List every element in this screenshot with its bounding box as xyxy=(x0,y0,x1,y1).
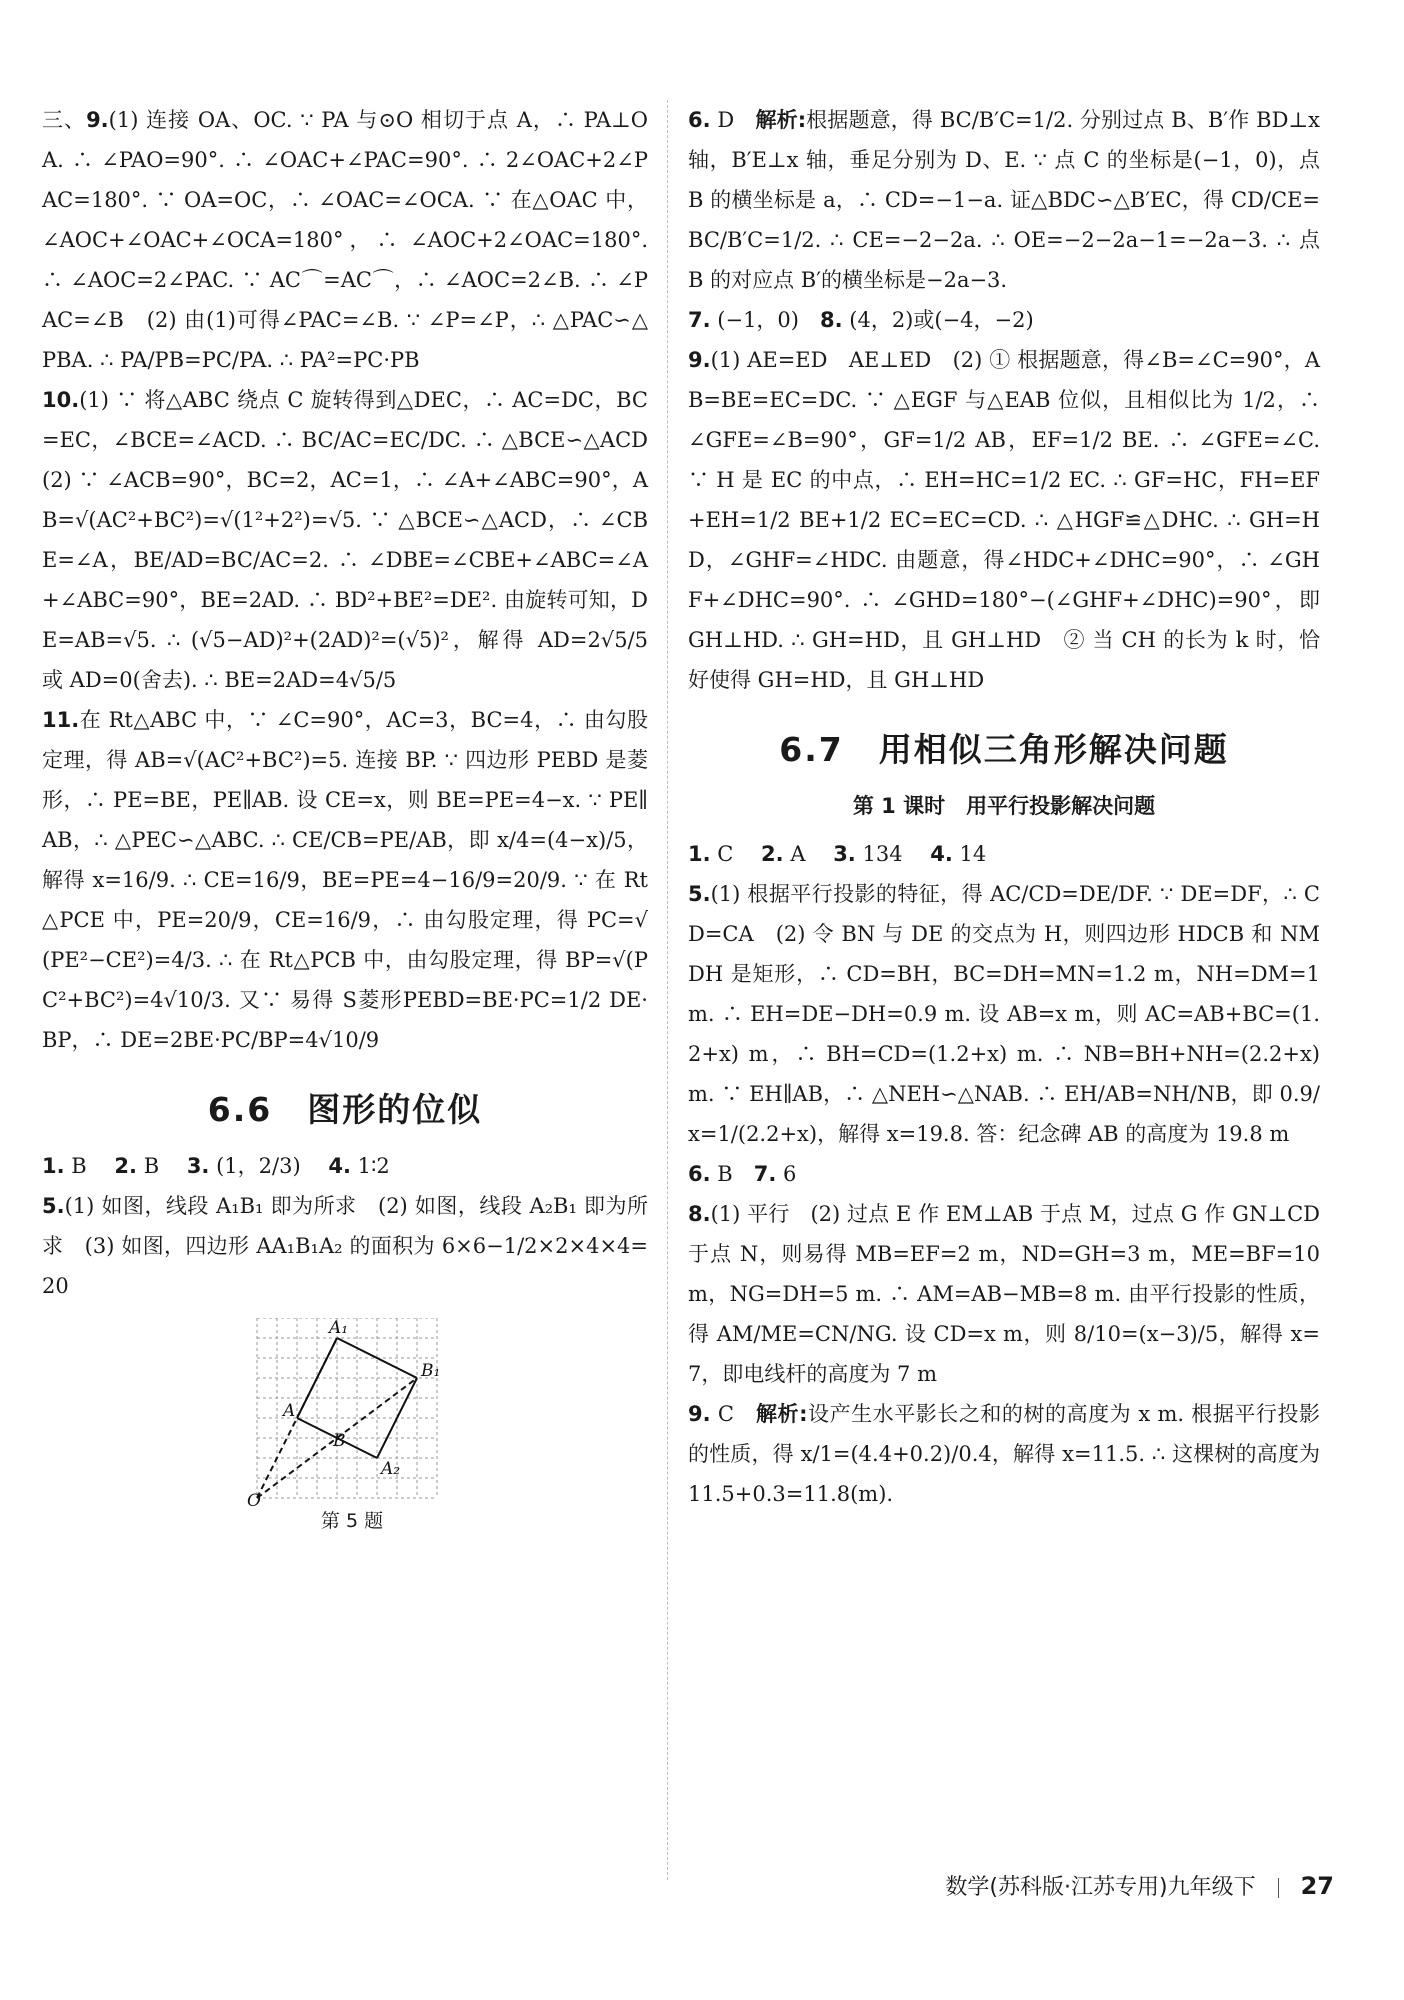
answer-text: (1) 平行 (2) 过点 E 作 EM⊥AB 于点 M，过点 G 作 GN⊥CD 于点 N，则易得 MB=EF=2 m，ND=GH=3 m，ME=BF=10 m，NG=DH=5 m. ∴ AM=AB−MB=8 m. 由平行投影的性质，得 AM/ME=CN/NG. 设 CD=x m，则 8/10=(x−3)/5，解得 x=7，即电线杆的高度为 7 m xyxy=(688,1202,1320,1386)
answer-text: (1) AE=ED AE⊥ED (2) ① 根据题意，得∠B=∠C=90°，AB=BE=EC=DC. ∵ △EGF 与△EAB 位似，且相似比为 1/2，∴ ∠GFE=∠B=90°，GF=1/2 AB，EF=1/2 BE. ∴ ∠GFE=∠C. ∵ H 是 EC 的中点，∴ EH=HC=1/2 EC. ∴ GF=HC，FH=EF+EH=1/2 BE+1/2 EC=EC=CD. ∴ △HGF≌△DHC. ∴ GH=HD，∠GHF=∠HDC. 由题意，得∠HDC+∠DHC=90°，∴ ∠GHF+∠DHC=90°. ∴ ∠GHD=180°−(∠GHF+∠DHC)=90°，即 GH⊥HD. ∴ GH=HD，且 GH⊥HD ② 当 CH 的长为 k 时，恰好使得 GH=HD，且 GH⊥HD xyxy=(688,348,1320,692)
section-title-6-6: 6.6 图形的位似 xyxy=(207,1090,483,1129)
grid-diagram xyxy=(247,1318,447,1508)
answer-9-right-b: 9. C 解析:设产生水平影长之和的树的高度为 x m. 根据平行投影的性质，得 x/1=(4.4+0.2)/0.4，解得 x=11.5. ∴ 这棵树的高度为 11.5+0.3=11.8(m). xyxy=(688,1402,1321,1506)
page-footer xyxy=(945,1870,1334,1901)
answer-9: 三、9.(1) 连接 OA、OC. ∵ PA 与⊙O 相切于点 A，∴ PA⊥OA. ∴ ∠PAO=90°. ∴ ∠OAC+∠PAC=90°. ∴ 2∠OAC+2∠PAC=180°. ∵ OA=OC，∴ ∠OAC=∠OCA. ∵ 在△OAC 中，∠AOC+∠OAC+∠OCA=180°，∴ ∠AOC+2∠OAC=180°. ∴ ∠AOC=2∠PAC. ∵ AC⌒=AC⌒，∴ ∠AOC=2∠B. ∴ ∠PAC=∠B (2) 由(1)可得∠PAC=∠B. ∵ ∠P=∠P，∴ △PAC∽△PBA. ∴ PA/PB=PC/PA. ∴ PA²=PC·PB xyxy=(42,108,649,372)
label-O: O xyxy=(247,1491,261,1508)
answer-5-right: 5.(1) 根据平行投影的特征，得 AC/CD=DE/DF. ∵ DE=DF，∴ CD=CA (2) 令 BN 与 DE 的交点为 H，则四边形 HDCB 和 NMDH 是矩形，∴ CD=BH，BC=DH=MN=1.2 m，NH=DM=1 m. ∴ EH=DE−DH=0.9 m. 设 AB=x m，则 AC=AB+BC=(1.2+x) m，∴ BH=CD=(1.2+x) m. ∴ NB=BH+NH=(2.2+x) m. ∵ EH∥AB，∴ △NEH∽△NAB. ∴ EH/AB=NH/NB，即 0.9/x=1/(2.2+x)，解得 x=19.8. 答：纪念碑 AB 的高度为 19.8 m xyxy=(688,882,1320,1146)
answer-text: (1) 根据平行投影的特征，得 AC/CD=DE/DF. ∵ DE=DF，∴ CD=CA (2) 令 BN 与 DE 的交点为 H，则四边形 HDCB 和 NMDH 是矩形，∴ CD=BH，BC=DH=MN=1.2 m，NH=DM=1 m. ∴ EH=DE−DH=0.9 m. 设 AB=x m，则 AC=AB+BC=(1.2+x) m，∴ BH=CD=(1.2+x) m. ∴ NB=BH+NH=(2.2+x) m. ∵ EH∥AB，∴ △NEH∽△NAB. ∴ EH/AB=NH/NB，即 0.9/x=1/(2.2+x)，解得 x=19.8. 答：纪念碑 AB 的高度为 19.8 m xyxy=(688,882,1320,1146)
answer-8-right: 8.(1) 平行 (2) 过点 E 作 EM⊥AB 于点 M，过点 G 作 GN⊥CD 于点 N，则易得 MB=EF=2 m，ND=GH=3 m，ME=BF=10 m，NG=DH=5 m. ∴ AM=AB−MB=8 m. 由平行投影的性质，得 AM/ME=CN/NG. 设 CD=x m，则 8/10=(x−3)/5，解得 x=7，即电线杆的高度为 7 m xyxy=(688,1202,1320,1386)
book-title: 数学(苏科版·江苏专用)九年级下 xyxy=(945,1875,1256,1900)
section-title-6-7: 6.7 用相似三角形解决问题 xyxy=(779,730,1229,769)
analysis-tag: 解析: xyxy=(755,108,807,132)
answer-text: (1) 连接 OA、OC. ∵ PA 与⊙O 相切于点 A，∴ PA⊥OA. ∴ ∠PAO=90°. ∴ ∠OAC+∠PAC=90°. ∴ 2∠OAC+2∠PAC=180°. ∵ OA=OC，∴ ∠OAC=∠OCA. ∵ 在△OAC 中，∠AOC+∠OAC+∠OCA=180°，∴ ∠AOC+2∠OAC=180°. ∴ ∠AOC=2∠PAC. ∵ AC⌒=AC⌒，∴ ∠AOC=2∠B. ∴ ∠PAC=∠B (2) 由(1)可得∠PAC=∠B. ∵ ∠P=∠P，∴ △PAC∽△PBA. ∴ PA/PB=PC/PA. ∴ PA²=PC·PB xyxy=(42,108,649,372)
figure-caption: 第 5 题 xyxy=(320,1510,384,1532)
answer-10 xyxy=(42,380,669,700)
page-number: 27 xyxy=(1300,1872,1334,1900)
footer-divider xyxy=(1278,1878,1279,1898)
question-number: 9. xyxy=(86,108,109,132)
label-A: A xyxy=(283,1401,296,1421)
left-column xyxy=(42,100,669,1534)
question-number: 11. xyxy=(42,708,80,732)
answer-9-right: 9.(1) AE=ED AE⊥ED (2) ① 根据题意，得∠B=∠C=90°，AB=BE=EC=DC. ∵ △EGF 与△EAB 位似，且相似比为 1/2，∴ ∠GFE=∠B=90°，GF=1/2 AB，EF=1/2 BE. ∴ ∠GFE=∠C. ∵ H 是 EC 的中点，∴ EH=HC=1/2 EC. ∴ GF=HC，FH=EF+EH=1/2 BE+1/2 EC=EC=CD. ∴ △HGF≌△DHC. ∴ GH=HD，∠GHF=∠HDC. 由题意，得∠HDC+∠DHC=90°，∴ ∠GHF+∠DHC=90°. ∴ ∠GHD=180°−(∠GHF+∠DHC)=90°，即 GH⊥HD. ∴ GH=HD，且 GH⊥HD ② 当 CH 的长为 k 时，恰好使得 GH=HD，且 GH⊥HD xyxy=(688,348,1320,692)
lesson-subtitle: 第 1 课时 用平行投影解决问题 xyxy=(852,794,1156,818)
analysis-tag: 解析: xyxy=(756,1402,808,1426)
column-divider xyxy=(667,100,668,1880)
answer-text: (1) 如图，线段 A₁B₁ 即为所求 (2) 如图，线段 A₂B₁ 即为所求 (3) 如图，四边形 AA₁B₁A₂ 的面积为 6×6−1/2×2×4×4=20 xyxy=(42,1194,648,1298)
answer-text: 在 Rt△ABC 中，∵ ∠C=90°，AC=3，BC=4，∴ 由勾股定理，得 AB=√(AC²+BC²)=5. 连接 BP. ∵ 四边形 PEBD 是菱形，∴ PE=BE，PE∥AB. 设 CE=x，则 BE=PE=4−x. ∵ PE∥AB，∴ △PEC∽△ABC. ∴ CE/CB=PE/AB，即 x/4=(4−x)/5，解得 x=16/9. ∴ CE=16/9，BE=PE=4−16/9=20/9. ∵ 在 Rt△PCE 中，PE=20/9，CE=16/9，∴ 由勾股定理，得 PC=√(PE²−CE²)=4/3. ∴ 在 Rt△PCB 中，由勾股定理，得 BP=√(PC²+BC²)=4√10/3. 又∵ 易得 S菱形PEBD=BE·PC=1/2 DE·BP，∴ DE=2BE·PC/BP=4√10/9 xyxy=(42,708,648,1052)
figure-q5 xyxy=(247,1318,457,1534)
answers-6-7-right: 6. B 7. 6 xyxy=(688,1162,797,1186)
right-column xyxy=(688,100,1320,1514)
question-number: 10. xyxy=(42,388,80,412)
label-B: B xyxy=(333,1431,346,1451)
answer-11 xyxy=(42,700,648,1060)
label-B1: B₁ xyxy=(421,1361,441,1381)
answer-text: (1) ∵ 将△ABC 绕点 C 旋转得到△DEC，∴ AC=DC，BC=EC，∠BCE=∠ACD. ∴ BC/AC=EC/DC. ∴ △BCE∽△ACD (2) ∵ ∠ACB=90°，BC=2，AC=1，∴ ∠A+∠ABC=90°，AB=√(AC²+BC²)=√(1²+2²)=√5. ∵ △BCE∽△ACD，∴ ∠CBE=∠A，BE/AD=BC/AC=2. ∴ ∠DBE=∠CBE+∠ABC=∠A+∠ABC=90°，BE=2AD. ∴ BD²+BE²=DE². 由旋转可知，DE=AB=√5. ∴ (√5−AD)²+(2AD)²=(√5)²，解得 AD=2√5/5 或 AD=0(舍去). ∴ BE=2AD=4√5/5 xyxy=(42,388,669,692)
answer-5 xyxy=(42,1186,648,1306)
label-A1: A₁ xyxy=(329,1318,349,1338)
label-A2: A₂ xyxy=(381,1459,401,1479)
answers-7-8: 7. (−1，0) 8. (4，2)或(−4，−2) xyxy=(688,308,1034,332)
answer-text: 设产生水平影长之和的树的高度为 x m. 根据平行投影的性质，得 x/1=(4.4+0.2)/0.4，解得 x=11.5. ∴ 这棵树的高度为 11.5+0.3=11.8(m). xyxy=(688,1402,1321,1506)
answers-1-4: 1. B 2. B 3. (1，2/3) 4. 1∶2 xyxy=(42,1154,390,1178)
answer-6: 6. D 解析:根据题意，得 BC/B′C=1/2. 分别过点 B、B′作 BD⊥x 轴，B′E⊥x 轴，垂足分别为 D、E. ∵ 点 C 的坐标是(−1，0)，点 B 的横坐标是 a，∴ CD=−1−a. 证△BDC∽△B′EC，得 CD/CE=BC/B′C=1/2. ∴ CE=−2−2a. ∴ OE=−2−2a−1=−2a−3. ∴ 点 B 的对应点 B′的横坐标是−2a−3. xyxy=(688,108,1321,292)
question-number: 5. xyxy=(42,1194,65,1218)
answer-text: 根据题意，得 BC/B′C=1/2. 分别过点 B、B′作 BD⊥x 轴，B′E⊥x 轴，垂足分别为 D、E. ∵ 点 C 的坐标是(−1，0)，点 B 的横坐标是 a，∴ CD=−1−a. 证△BDC∽△B′EC，得 CD/CE=BC/B′C=1/2. ∴ CE=−2−2a. ∴ OE=−2−2a−1=−2a−3. ∴ 点 B 的对应点 B′的横坐标是−2a−3. xyxy=(688,108,1321,292)
answers-1-4-right: 1. C 2. A 3. 134 4. 14 xyxy=(688,842,987,866)
